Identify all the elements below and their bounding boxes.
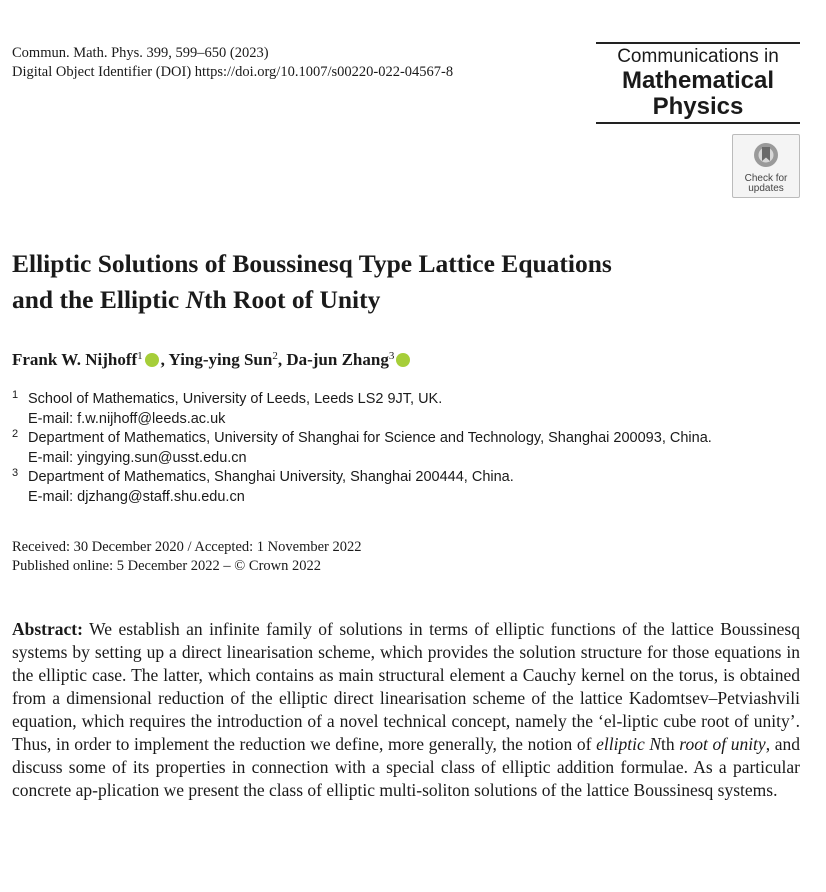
journal-name-line3: Physics [652,93,744,120]
affiliation-text: School of Mathematics, University of Leeds, Leeds LS2 9JT, UK. [28,391,443,407]
published-online: Published online: 5 December 2022 – © Crown 2022 [12,558,322,574]
title-line1: Elliptic Solutions of Boussinesq Type Lattice Equations [12,249,612,278]
author-name[interactable]: Ying-ying Sun [168,350,273,369]
affiliation-email[interactable]: E-mail: f.w.nijhoff@leeds.ac.uk [28,410,226,427]
abstract-text-3: , and discuss some of its properties in connection with a special class of elliptic addition formulae. As a particular concrete ap-plication we present the class of elliptic multi-soliton solutions of the lattice Boussinesq systems. [12,734,800,800]
abstract-italic-2: root of unity [679,734,766,754]
affiliation-email[interactable]: E-mail: yingying.sun@usst.edu.cn [28,449,247,466]
author-sup: 1 [137,350,143,362]
affiliation-item [12,429,812,468]
title-line2-post: th Root of Unity [204,285,381,314]
abstract-text-1: We establish an infinite family of solutions in terms of elliptic functions of the lattice Boussinesq systems by setting up a direct linearisation scheme, which provides the solution structure for those equations in the elliptic case. The latter, which contains as main structural element a Cauchy kernel on the torus, is obtained from a dimensional reduction of the elliptic direct linearisation scheme of the lattice Kadomtsev–Petviashvili equation, which requires the introduction of a novel technical concept, namely the ‘el-liptic cube root of unity’. Thus, in order to implement the reduction we define, more generally, the notion of [12,619,800,754]
orcid-icon[interactable] [145,353,159,367]
orcid-icon[interactable] [396,353,410,367]
paper-title [12,246,802,318]
author-sup: 2 [272,350,278,362]
abstract-italic-1: elliptic N [596,734,662,754]
title-line2-pre: and the Elliptic [12,285,186,314]
author-separator: , [160,350,169,369]
journal-citation: Commun. Math. Phys. 399, 599–650 (2023) [12,45,269,61]
received-accepted: Received: 30 December 2020 / Accepted: 1 November 2022 [12,539,362,555]
journal-name-line2: Mathematical [621,67,775,94]
affiliation-text: Department of Mathematics, Shanghai University, Shanghai 200444, China. [28,469,514,485]
author-sup: 3 [388,350,395,362]
affiliation-email[interactable]: E-mail: djzhang@staff.shu.edu.cn [28,488,245,505]
check-label-1: Check for [744,173,788,184]
author-list [12,350,412,370]
abstract [12,618,800,802]
affiliations [12,390,812,507]
abstract-text-2: th [661,734,680,754]
author-name[interactable]: Da-jun Zhang [286,350,389,369]
affiliation-number: 2 [12,428,19,440]
title-line2-italic: N [185,285,204,314]
affiliation-item [12,390,812,429]
affiliation-text: Department of Mathematics, University of Shanghai for Science and Technology, Shanghai 200093, China. [28,430,712,446]
affiliation-number: 3 [12,467,19,479]
abstract-label: Abstract: [12,619,83,639]
title-line2 [12,282,802,318]
citation-block [12,44,453,82]
author-name[interactable]: Frank W. Nijhoff [12,350,138,369]
journal-logo [596,42,800,124]
publication-dates [12,538,362,576]
author-separator: , [277,350,287,369]
doi-link[interactable]: Digital Object Identifier (DOI) https://doi.org/10.1007/s00220-022-04567-8 [12,64,454,80]
affiliation-number: 1 [12,389,19,401]
check-for-updates-button[interactable] [732,134,800,198]
check-label-2: updates [748,183,784,194]
affiliation-item [12,468,812,507]
bookmark-circle-icon [752,141,780,169]
journal-name-line1: Communications in [617,46,779,67]
